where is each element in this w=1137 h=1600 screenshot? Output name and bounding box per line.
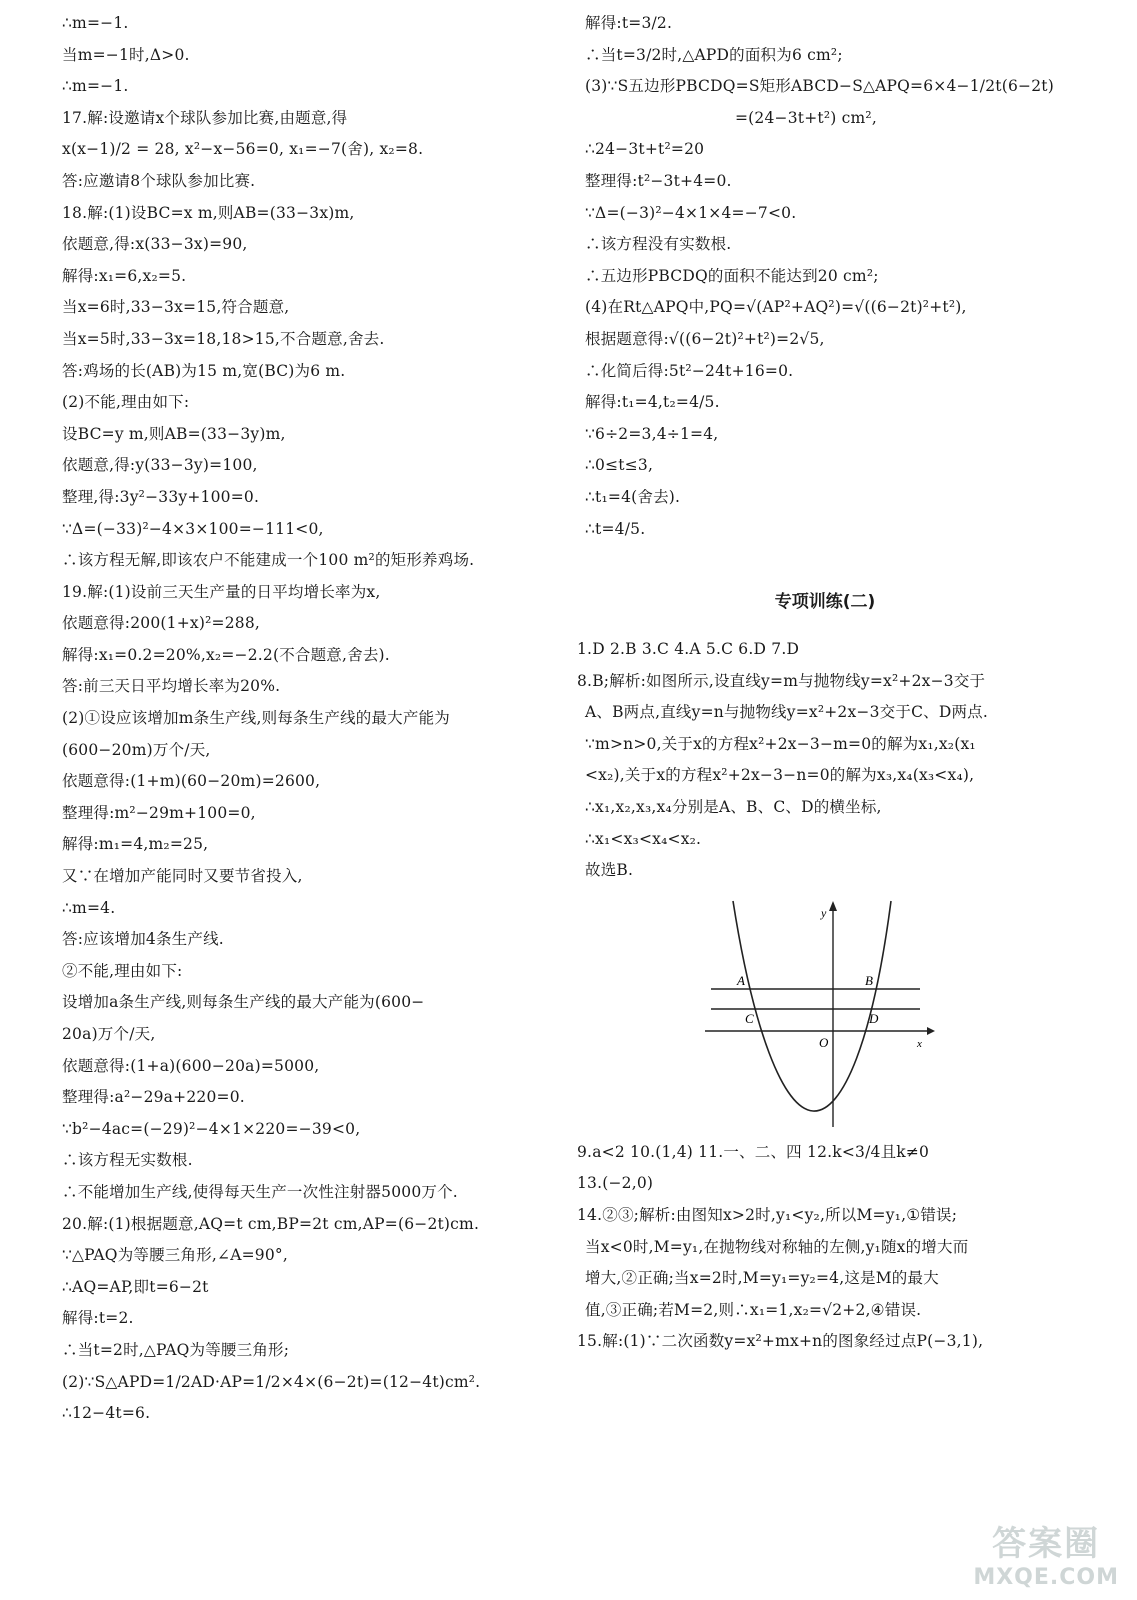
text-line: 整理,得:3y²−33y+100=0. [62,487,260,506]
text-line: ∴五边形PBCDQ的面积不能达到20 cm²; [585,266,879,285]
text-line: 根据题意得:√((6−2t)²+t²)=2√5, [585,329,825,348]
problem-17: 17.解:设邀请x个球队参加比赛,由题意,得 [62,108,348,127]
text-line: 解得:m₁=4,m₂=25, [62,835,209,854]
point-d-label: D [869,1010,879,1026]
text-line: ∴m=−1. [62,14,129,32]
text-line: 值,③正确;若M=2,则∴x₁=1,x₂=√2+2,④错误. [585,1300,922,1319]
text-line: 当x=5时,33−3x=18,18>15,不合题意,舍去. [62,329,385,348]
text-line: ∵6÷2=3,4÷1=4, [585,424,719,443]
problem-15: 15.解:(1)∵二次函数y=x²+mx+n的图象经过点P(−3,1), [577,1332,984,1351]
text-line: ∴该方程没有实数根. [585,235,732,254]
text-line: ∴m=4. [62,898,116,917]
text-line: ∴不能增加生产线,使得每天生产一次性注射器5000万个. [62,1182,458,1201]
text-line: (4)在Rt△APQ中,PQ=√(AP²+AQ²)=√((6−2t)²+t²), [585,298,967,317]
text-line: 解得:t₁=4,t₂=4/5. [585,393,720,412]
text-line: 整理得:m²−29m+100=0, [62,803,256,822]
text-line: 答:应该增加4条生产线. [62,930,224,949]
y-axis-arrow [829,901,837,911]
answer-line: 9.a<2 10.(1,4) 11.一、二、四 12.k<3/4且k≠0 [577,1142,930,1161]
y-label: y [821,905,827,920]
text-line: 答:应邀请8个球队参加比赛. [62,171,256,190]
text-line: 当x=6时,33−3x=15,符合题意, [62,298,290,317]
text-line: 解得:x₁=6,x₂=5. [62,266,187,285]
x-axis-arrow [927,1027,935,1035]
answer-line: 13.(−2,0) [577,1174,654,1193]
text-line: ②不能,理由如下: [62,961,183,980]
text-line: ∵Δ=(−33)²−4×3×100=−111<0, [62,519,324,538]
text-line: 依题意,得:y(33−3y)=100, [62,456,258,475]
text-line: 又∵在增加产能同时又要节省投入, [62,867,303,886]
text-line: ∴m=−1. [62,77,129,96]
text-line: (2)不能,理由如下: [62,393,190,412]
text-line: x(x−1)/2 = 28, x²−x−56=0, x₁=−7(舍), x₂=8. [62,140,424,159]
text-line: 依题意得:200(1+x)²=288, [62,614,261,633]
answer-line: 1.D 2.B 3.C 4.A 5.C 6.D 7.D [577,640,800,659]
text-line: <x₂),关于x的方程x²+2x−3−n=0的解为x₃,x₄(x₃<x₄), [585,766,975,785]
text-line: ∵m>n>0,关于x的方程x²+2x−3−m=0的解为x₁,x₂(x₁ [585,734,976,753]
text-line: ∴该方程无解,即该农户不能建成一个100 m²的矩形养鸡场. [62,551,475,570]
text-line: 依题意得:(1+m)(60−20m)=2600, [62,772,321,791]
text-line: ∴t=4/5. [585,519,646,538]
text-line: 依题意,得:x(33−3x)=90, [62,235,248,254]
text-line: 答:前三天日平均增长率为20%. [62,677,281,696]
right-column [577,8,1105,1358]
problem-8: 8.B;解析:如图所示,设直线y=m与抛物线y=x²+2x−3交于 [577,671,986,690]
point-b-label: B [865,972,873,988]
problem-18: 18.解:(1)设BC=x m,则AB=(33−3x)m, [62,203,355,222]
text-line: (600−20m)万个/天, [62,740,211,759]
text-line: 增大,②正确;当x=2时,M=y₁=y₂=4,这是M的最大 [585,1269,939,1288]
text-line: 故选B. [585,861,634,880]
text-line: 当x<0时,M=y₁,在抛物线对称轴的左侧,y₁随x的增大而 [585,1237,969,1256]
text-line: 解得:x₁=0.2=20%,x₂=−2.2(不合题意,舍去). [62,645,390,664]
point-a-label: A [737,972,745,988]
text-line: A、B两点,直线y=n与抛物线y=x²+2x−3交于C、D两点. [585,703,988,722]
text-line: 20a)万个/天, [62,1025,156,1043]
parabola-graph [705,899,935,1129]
origin-label: O [819,1034,829,1050]
text-line: ∴当t=2时,△PAQ为等腰三角形; [62,1340,290,1359]
watermark-logo [973,1516,1119,1590]
watermark-line1: 答案圈 [992,1524,1101,1564]
text-line: 设增加a条生产线,则每条生产线的最大产能为(600− [62,993,425,1012]
text-line: ∴x₁<x₃<x₄<x₂. [585,829,702,848]
left-column [62,8,582,1430]
text-line: ∴24−3t+t²=20 [585,140,705,159]
text-line: ∴0≤t≤3, [585,456,654,475]
section-heading: 专项训练(二) [774,592,876,613]
text-line: ∴化简后得:5t²−24t+16=0. [585,361,794,380]
text-line: 依题意得:(1+a)(600−20a)=5000, [62,1056,320,1075]
text-line: ∴t₁=4(舍去). [585,487,681,506]
text-line: ∵Δ=(−3)²−4×1×4=−7<0. [585,203,797,222]
text-line: ∴x₁,x₂,x₃,x₄分别是A、B、C、D的横坐标, [585,798,882,817]
text-line: 整理得:t²−3t+4=0. [585,171,732,190]
problem-20: 20.解:(1)根据题意,AQ=t cm,BP=2t cm,AP=(6−2t)cm. [62,1214,480,1233]
text-line: 解得:t=2. [62,1309,134,1328]
problem-19: 19.解:(1)设前三天生产量的日平均增长率为x, [62,582,381,601]
point-c-label: C [745,1010,754,1026]
text-line: =(24−3t+t²) cm², [735,108,877,127]
watermark-line2: MXQE.COM [973,1565,1119,1590]
text-line: (2)①设应该增加m条生产线,则每条生产线的最大产能为 [62,709,450,728]
text-line: 整理得:a²−29a+220=0. [62,1088,245,1107]
text-line: (2)∵S△APD=1/2AD·AP=1/2×4×(6−2t)=(12−4t)cm². [62,1372,481,1391]
text-line: 答:鸡场的长(AB)为15 m,宽(BC)为6 m. [62,361,346,380]
text-line: 设BC=y m,则AB=(33−3y)m, [62,424,286,443]
parabola-curve [733,901,891,1111]
text-line: ∵b²−4ac=(−29)²−4×1×220=−39<0, [62,1119,361,1138]
text-line: ∴AQ=AP,即t=6−2t [62,1277,209,1296]
text-line: ∴当t=3/2时,△APD的面积为6 cm²; [585,45,843,64]
text-line: ∴12−4t=6. [62,1404,151,1423]
text-line: ∴该方程无实数根. [62,1151,193,1170]
problem-14: 14.②③;解析:由图知x>2时,y₁<y₂,所以M=y₁,①错误; [577,1206,958,1225]
x-label: x [917,1037,922,1050]
text-line: ∵△PAQ为等腰三角形,∠A=90°, [62,1246,288,1265]
text-line: 当m=−1时,Δ>0. [62,45,190,64]
text-line: (3)∵S五边形PBCDQ=S矩形ABCD−S△APQ=6×4−1/2t(6−2t) [585,77,1054,96]
text-line: 解得:t=3/2. [585,14,673,32]
